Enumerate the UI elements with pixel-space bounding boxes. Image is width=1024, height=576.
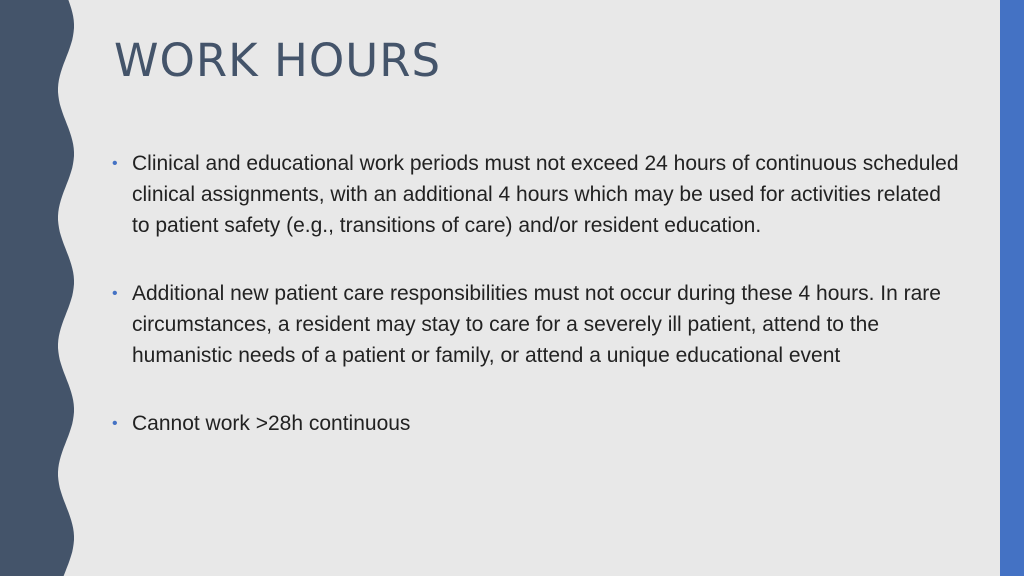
bullet-item xyxy=(112,278,962,371)
bullet-text: Clinical and educational work periods must not exceed 24 hours of continuous scheduled clinical assignments, with an additional 4 hours which may be used for activities related to patient safety (e.g., transitions of care) and/or resident education. xyxy=(132,152,959,237)
wave-shape xyxy=(0,0,74,576)
decorative-wave-band xyxy=(0,0,90,576)
bullet-list xyxy=(112,148,962,476)
bullet-dot-icon: • xyxy=(112,285,118,302)
slide-title: WORK HOURS xyxy=(114,34,442,87)
bullet-item xyxy=(112,148,962,241)
bullet-item xyxy=(112,408,962,439)
bullet-dot-icon: • xyxy=(112,415,118,432)
accent-bar xyxy=(1000,0,1024,576)
bullet-text: Cannot work >28h continuous xyxy=(132,412,411,435)
bullet-text: Additional new patient care responsibilities must not occur during these 4 hours. In rare circumstances, a resident may stay to care for a severely ill patient, attend to the humanistic needs of a patient or family, or attend a unique educational event xyxy=(132,282,941,367)
bullet-dot-icon: • xyxy=(112,155,118,172)
